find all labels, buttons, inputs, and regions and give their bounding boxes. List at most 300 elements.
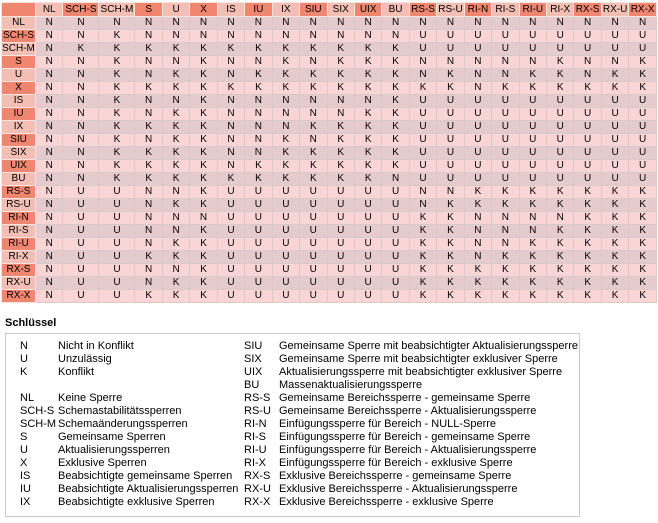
legend-item-RX-S — [244, 470, 579, 483]
cell-RI-X-S: K — [135, 251, 162, 264]
cell-X-U: K — [162, 82, 189, 95]
legend-term: SIX — [244, 353, 262, 365]
cell-IS-RI-N: U — [464, 95, 491, 108]
cell-RI-N-RX-X: K — [629, 212, 657, 225]
cell-SCH-M-SIU: K — [300, 43, 327, 56]
cell-NL-RS-U: N — [437, 17, 464, 30]
legend-term: SIU — [244, 340, 263, 352]
cell-RS-S-IU: U — [245, 186, 272, 199]
cell-RX-X-SIX: U — [327, 290, 354, 303]
cell-SIX-NL: N — [36, 147, 63, 160]
column-header-SCH-S: SCH-S — [63, 3, 99, 17]
cell-RI-U-RI-N: N — [464, 238, 491, 251]
cell-BU-RI-X: U — [547, 173, 574, 186]
cell-RI-U-UIX: U — [354, 238, 381, 251]
cell-RS-U-X: K — [190, 199, 217, 212]
cell-SIX-BU: K — [382, 147, 409, 160]
row-header-RS-S: RS-S — [2, 186, 36, 199]
legend-definition: Exklusive Bereichssperre - exklusive Sperre — [279, 496, 494, 508]
cell-S-RX-S: N — [574, 56, 601, 69]
cell-RI-N-SIU: U — [300, 212, 327, 225]
legend-definition: Exklusive Sperren — [58, 457, 147, 469]
cell-RX-S-SCH-S: U — [63, 264, 99, 277]
cell-SCH-M-RX-S: U — [574, 43, 601, 56]
cell-IX-NL: N — [36, 121, 63, 134]
legend-term: U — [20, 444, 28, 456]
cell-RI-X-IS: U — [217, 251, 244, 264]
cell-SIU-RX-U: U — [601, 134, 628, 147]
matrix-corner-cell — [2, 3, 36, 17]
cell-S-RX-U: N — [601, 56, 628, 69]
row-header-RI-X: RI-X — [2, 251, 36, 264]
cell-RI-X-RX-U: K — [601, 251, 628, 264]
cell-BU-SCH-S: N — [63, 173, 99, 186]
cell-SCH-S-SCH-S: N — [63, 30, 99, 43]
legend-item-RI-S — [244, 431, 579, 444]
cell-RX-U-RS-S: K — [409, 277, 436, 290]
legend-term: RI-U — [244, 444, 267, 456]
legend-item-RI-X — [244, 457, 579, 470]
row-header-RI-U: RI-U — [2, 238, 36, 251]
matrix-row-SCH-M — [2, 43, 657, 56]
cell-S-BU: K — [382, 56, 409, 69]
cell-S-RX-X: K — [629, 56, 657, 69]
cell-UIX-RX-X: U — [629, 160, 657, 173]
cell-SIX-S: K — [135, 147, 162, 160]
cell-RX-U-X: K — [190, 277, 217, 290]
cell-IS-RX-S: U — [574, 95, 601, 108]
legend-term: RS-S — [244, 392, 271, 404]
cell-UIX-IX: K — [272, 160, 299, 173]
cell-SCH-M-BU: K — [382, 43, 409, 56]
cell-RI-N-U: N — [162, 212, 189, 225]
legend-term: S — [20, 431, 28, 443]
legend-item-IS — [20, 470, 244, 483]
cell-SCH-S-RI-S: U — [492, 30, 519, 43]
cell-RX-S-RX-S: K — [574, 264, 601, 277]
cell-SIX-SIU: K — [300, 147, 327, 160]
cell-RX-X-BU: U — [382, 290, 409, 303]
matrix-row-IU — [2, 108, 657, 121]
cell-IU-SCH-M: K — [99, 108, 135, 121]
cell-X-SIX: K — [327, 82, 354, 95]
cell-IU-X: K — [190, 108, 217, 121]
cell-IS-U: N — [162, 95, 189, 108]
cell-SCH-M-IU: K — [245, 43, 272, 56]
legend-definition: Einfügungssperre für Bereich - gemeinsame Sperre — [279, 431, 531, 443]
cell-SCH-S-RI-X: U — [547, 30, 574, 43]
cell-SIX-RX-X: U — [629, 147, 657, 160]
legend-term: K — [20, 366, 28, 378]
cell-IS-SIX: N — [327, 95, 354, 108]
legend-definition: Aktualisierungssperren — [58, 444, 170, 456]
cell-SCH-M-IX: K — [272, 43, 299, 56]
cell-RX-U-RI-X: K — [547, 277, 574, 290]
cell-U-RX-S: N — [574, 69, 601, 82]
cell-S-IS: N — [217, 56, 244, 69]
cell-RS-S-NL: N — [36, 186, 63, 199]
cell-RS-U-IU: U — [245, 199, 272, 212]
matrix-row-NL — [2, 17, 657, 30]
legend-definition: Gemeinsame Sperre mit beabsichtigter Aktualisierungssperre — [279, 340, 578, 352]
cell-RI-U-NL: N — [36, 238, 63, 251]
cell-RS-U-RX-U: K — [601, 199, 628, 212]
legend-term: RX-U — [244, 483, 271, 495]
matrix-row-RX-U — [2, 277, 657, 290]
legend-item-RI-U — [244, 444, 579, 457]
cell-RI-S-UIX: U — [354, 225, 381, 238]
cell-RX-U-UIX: U — [354, 277, 381, 290]
cell-SCH-M-RS-S: U — [409, 43, 436, 56]
cell-S-SCH-M: K — [99, 56, 135, 69]
cell-RX-S-U: N — [162, 264, 189, 277]
cell-SCH-M-RI-U: U — [519, 43, 546, 56]
column-header-RX-X: RX-X — [630, 4, 655, 15]
cell-BU-RI-U: U — [519, 173, 546, 186]
cell-RI-X-SCH-M: U — [99, 251, 135, 264]
row-header-S: S — [2, 56, 36, 69]
cell-RI-U-SCH-S: U — [63, 238, 99, 251]
cell-RI-U-S: N — [135, 238, 162, 251]
cell-RI-S-S: N — [135, 225, 162, 238]
cell-RX-X-SIU: U — [300, 290, 327, 303]
row-header-RX-X: RX-X — [2, 290, 36, 303]
cell-RS-S-BU: U — [382, 186, 409, 199]
cell-SIU-IU: N — [245, 134, 272, 147]
cell-IX-IS: N — [217, 121, 244, 134]
cell-RX-X-UIX: U — [354, 290, 381, 303]
cell-IS-SCH-S: N — [63, 95, 99, 108]
cell-IU-RI-S: U — [492, 108, 519, 121]
cell-X-RI-X: K — [547, 82, 574, 95]
cell-RI-X-IX: U — [272, 251, 299, 264]
cell-S-S: N — [135, 56, 162, 69]
cell-NL-RX-S: N — [574, 17, 601, 30]
legend-item-U — [20, 353, 244, 366]
cell-SCH-S-S: N — [135, 30, 162, 43]
cell-X-RI-N: N — [464, 82, 491, 95]
cell-IU-BU: K — [382, 108, 409, 121]
cell-SIU-RI-X: U — [547, 134, 574, 147]
legend-definition: Konflikt — [58, 366, 95, 378]
cell-RS-U-BU: U — [382, 199, 409, 212]
cell-RI-X-RI-X: K — [547, 251, 574, 264]
cell-RI-N-RI-U: N — [519, 212, 546, 225]
legend-item-RS-U — [244, 405, 579, 418]
cell-S-IU: N — [245, 56, 272, 69]
cell-SCH-M-NL: N — [36, 43, 63, 56]
cell-RI-X-IU: U — [245, 251, 272, 264]
cell-IX-UIX: K — [354, 121, 381, 134]
legend-item-UIX — [244, 366, 579, 379]
cell-IS-SIU: N — [300, 95, 327, 108]
cell-SIU-RI-U: U — [519, 134, 546, 147]
cell-X-SIU: K — [300, 82, 327, 95]
cell-SIX-U: K — [162, 147, 189, 160]
cell-SIU-SIU: N — [300, 134, 327, 147]
cell-NL-SIX: N — [327, 17, 354, 30]
cell-RS-U-SCH-S: U — [63, 199, 99, 212]
cell-RI-S-RX-X: K — [629, 225, 657, 238]
cell-RX-S-SIU: U — [300, 264, 327, 277]
cell-IU-RI-X: U — [547, 108, 574, 121]
cell-SCH-S-RX-S: U — [574, 30, 601, 43]
legend-item-RX-U — [244, 483, 579, 496]
cell-RS-U-UIX: U — [354, 199, 381, 212]
legend-term: NL — [20, 392, 35, 404]
row-header-IS: IS — [2, 95, 36, 108]
legend-term: U — [20, 353, 28, 365]
cell-IS-RS-S: U — [409, 95, 436, 108]
cell-SCH-M-RI-S: U — [492, 43, 519, 56]
cell-SCH-M-IS: K — [217, 43, 244, 56]
cell-S-SIU: N — [300, 56, 327, 69]
cell-SIX-RX-S: U — [574, 147, 601, 160]
cell-RI-N-RI-N: N — [464, 212, 491, 225]
cell-RI-U-SIU: U — [300, 238, 327, 251]
cell-RX-U-BU: U — [382, 277, 409, 290]
cell-IX-RI-X: U — [547, 121, 574, 134]
legend-term: RS-U — [244, 405, 271, 417]
legend-definition: Gemeinsame Sperren — [58, 431, 166, 443]
cell-RX-X-RX-U: K — [601, 290, 628, 303]
cell-RX-S-SCH-M: U — [99, 264, 135, 277]
cell-RS-U-RI-U: K — [519, 199, 546, 212]
cell-SIX-RS-S: U — [409, 147, 436, 160]
cell-IU-RS-S: U — [409, 108, 436, 121]
cell-IU-RX-U: U — [601, 108, 628, 121]
cell-U-RX-X: K — [629, 69, 657, 82]
cell-IU-IS: N — [217, 108, 244, 121]
cell-X-IS: K — [217, 82, 244, 95]
cell-RI-U-IS: U — [217, 238, 244, 251]
cell-BU-RX-S: U — [574, 173, 601, 186]
cell-RX-S-RI-S: K — [492, 264, 519, 277]
cell-RS-S-RI-S: K — [492, 186, 519, 199]
cell-SIU-X: K — [190, 134, 217, 147]
legend-definition: Schemaänderungssperren — [58, 418, 188, 430]
cell-RI-X-U: K — [162, 251, 189, 264]
legend-definition: Schemastabilitätssperren — [58, 405, 182, 417]
column-header-SIU: SIU — [300, 3, 327, 17]
cell-RI-X-RX-S: K — [574, 251, 601, 264]
cell-UIX-SCH-S: N — [63, 160, 99, 173]
column-header-RI-U: RI-U — [519, 3, 546, 17]
matrix-row-UIX — [2, 160, 657, 173]
cell-RI-S-IX: U — [272, 225, 299, 238]
cell-IS-X: K — [190, 95, 217, 108]
legend-box — [5, 333, 580, 517]
cell-IX-U: K — [162, 121, 189, 134]
cell-U-SIX: K — [327, 69, 354, 82]
row-header-RI-N: RI-N — [2, 212, 36, 225]
column-header-RX-S: RX-S — [575, 4, 600, 15]
legend-term: RX-S — [244, 470, 271, 482]
cell-RI-X-RS-U: K — [437, 251, 464, 264]
cell-RX-U-S: N — [135, 277, 162, 290]
cell-IU-RS-U: U — [437, 108, 464, 121]
legend-definition: Nicht in Konflikt — [58, 340, 134, 352]
cell-SCH-S-IX: N — [272, 30, 299, 43]
column-header-S: S — [135, 3, 162, 17]
cell-RI-X-SIX: U — [327, 251, 354, 264]
cell-RI-S-RS-U: K — [437, 225, 464, 238]
cell-U-RS-S: N — [409, 69, 436, 82]
cell-RS-U-SIU: U — [300, 199, 327, 212]
cell-BU-IS: K — [217, 173, 244, 186]
cell-IU-U: K — [162, 108, 189, 121]
cell-SCH-M-RI-N: U — [464, 43, 491, 56]
cell-SIU-UIX: K — [354, 134, 381, 147]
cell-S-IX: K — [272, 56, 299, 69]
cell-SIX-SCH-M: K — [99, 147, 135, 160]
cell-RI-N-X: N — [190, 212, 217, 225]
legend-item-BU — [244, 379, 579, 392]
cell-U-IS: N — [217, 69, 244, 82]
cell-X-BU: K — [382, 82, 409, 95]
cell-RI-S-RX-U: K — [601, 225, 628, 238]
cell-RS-U-IX: U — [272, 199, 299, 212]
cell-NL-S: N — [135, 17, 162, 30]
cell-RX-S-NL: N — [36, 264, 63, 277]
cell-RI-S-IS: U — [217, 225, 244, 238]
legend-definition: Einfügungssperre für Bereich - NULL-Sperre — [279, 418, 497, 430]
cell-RS-S-SIU: U — [300, 186, 327, 199]
cell-RX-U-RI-N: K — [464, 277, 491, 290]
cell-SCH-S-RS-S: U — [409, 30, 436, 43]
cell-RI-N-SCH-M: U — [99, 212, 135, 225]
cell-U-S: N — [135, 69, 162, 82]
cell-RI-N-RI-X: N — [547, 212, 574, 225]
cell-RI-N-NL: N — [36, 212, 63, 225]
cell-X-IX: K — [272, 82, 299, 95]
cell-X-X: K — [190, 82, 217, 95]
column-header-U: U — [162, 3, 189, 17]
matrix-row-SIU — [2, 134, 657, 147]
cell-SCH-S-SIU: N — [300, 30, 327, 43]
cell-SCH-S-NL: N — [36, 30, 63, 43]
cell-IS-IS: N — [217, 95, 244, 108]
cell-RI-N-IX: U — [272, 212, 299, 225]
legend-item-K — [20, 366, 244, 379]
cell-RX-S-RS-U: K — [437, 264, 464, 277]
cell-RI-S-SCH-M: U — [99, 225, 135, 238]
cell-U-RS-U: K — [437, 69, 464, 82]
matrix-row-X — [2, 82, 657, 95]
cell-UIX-UIX: K — [354, 160, 381, 173]
legend-term: RX-X — [244, 496, 271, 508]
cell-NL-RI-U: N — [519, 17, 546, 30]
cell-S-RI-N: N — [464, 56, 491, 69]
cell-SIU-RX-S: U — [574, 134, 601, 147]
cell-RI-N-IU: U — [245, 212, 272, 225]
legend-term: SCH-M — [20, 418, 57, 430]
cell-IU-RI-N: U — [464, 108, 491, 121]
cell-RI-U-RX-X: K — [629, 238, 657, 251]
cell-RX-X-RS-U: K — [437, 290, 464, 303]
row-header-IU: IU — [2, 108, 36, 121]
cell-RI-X-SIU: U — [300, 251, 327, 264]
cell-RS-S-U: N — [162, 186, 189, 199]
cell-RX-X-RI-U: K — [519, 290, 546, 303]
cell-RI-N-S: N — [135, 212, 162, 225]
cell-IX-SCH-M: K — [99, 121, 135, 134]
cell-RI-N-IS: U — [217, 212, 244, 225]
cell-UIX-RS-U: U — [437, 160, 464, 173]
cell-UIX-IS: N — [217, 160, 244, 173]
matrix-row-RI-U — [2, 238, 657, 251]
cell-IX-RS-U: U — [437, 121, 464, 134]
cell-BU-RS-S: U — [409, 173, 436, 186]
column-header-SCH-M: SCH-M — [100, 4, 134, 15]
cell-RI-S-SCH-S: U — [63, 225, 99, 238]
matrix-row-U — [2, 69, 657, 82]
cell-IU-UIX: K — [354, 108, 381, 121]
cell-IU-RI-U: U — [519, 108, 546, 121]
cell-RS-U-IS: U — [217, 199, 244, 212]
cell-UIX-RX-S: U — [574, 160, 601, 173]
cell-U-NL: N — [36, 69, 63, 82]
cell-NL-RX-U: N — [601, 17, 628, 30]
cell-IX-X: K — [190, 121, 217, 134]
cell-UIX-S: K — [135, 160, 162, 173]
matrix-row-IX — [2, 121, 657, 134]
legend-term: RI-N — [244, 418, 267, 430]
cell-BU-U: K — [162, 173, 189, 186]
legend-definition: Einfügungssperre für Bereich - Aktualisierungssperre — [279, 444, 537, 456]
cell-IS-UIX: N — [354, 95, 381, 108]
cell-NL-SCH-S: N — [63, 17, 99, 30]
cell-IX-RI-U: U — [519, 121, 546, 134]
cell-RX-S-RX-U: K — [601, 264, 628, 277]
cell-UIX-SIX: K — [327, 160, 354, 173]
cell-RI-X-UIX: U — [354, 251, 381, 264]
cell-NL-RI-N: N — [464, 17, 491, 30]
cell-IS-S: N — [135, 95, 162, 108]
cell-BU-BU: N — [382, 173, 409, 186]
legend-item-S — [20, 431, 244, 444]
cell-RI-U-IX: U — [272, 238, 299, 251]
cell-BU-SIU: K — [300, 173, 327, 186]
cell-BU-RX-U: U — [601, 173, 628, 186]
cell-NL-IS: N — [217, 17, 244, 30]
cell-NL-NL: N — [36, 17, 63, 30]
cell-RX-X-SCH-M: U — [99, 290, 135, 303]
cell-S-SCH-S: N — [63, 56, 99, 69]
legend-item-SCH-M — [20, 418, 244, 431]
cell-IU-RX-X: U — [629, 108, 657, 121]
cell-SIU-U: K — [162, 134, 189, 147]
cell-RI-U-SCH-M: U — [99, 238, 135, 251]
cell-RS-S-IS: U — [217, 186, 244, 199]
cell-IX-RX-U: U — [601, 121, 628, 134]
cell-BU-SCH-M: K — [99, 173, 135, 186]
legend-term: RI-S — [244, 431, 266, 443]
cell-RS-U-RS-S: N — [409, 199, 436, 212]
cell-SIX-RI-S: U — [492, 147, 519, 160]
cell-RI-X-RI-N: N — [464, 251, 491, 264]
legend-definition: Beabsichtigte Aktualisierungssperren — [58, 483, 239, 495]
cell-NL-SIU: N — [300, 17, 327, 30]
cell-U-UIX: K — [354, 69, 381, 82]
cell-RS-S-S: N — [135, 186, 162, 199]
legend-term: SCH-S — [20, 405, 55, 417]
cell-RS-S-RS-S: N — [409, 186, 436, 199]
cell-X-RI-S: K — [492, 82, 519, 95]
cell-IU-NL: N — [36, 108, 63, 121]
cell-S-X: K — [190, 56, 217, 69]
cell-X-SCH-S: N — [63, 82, 99, 95]
